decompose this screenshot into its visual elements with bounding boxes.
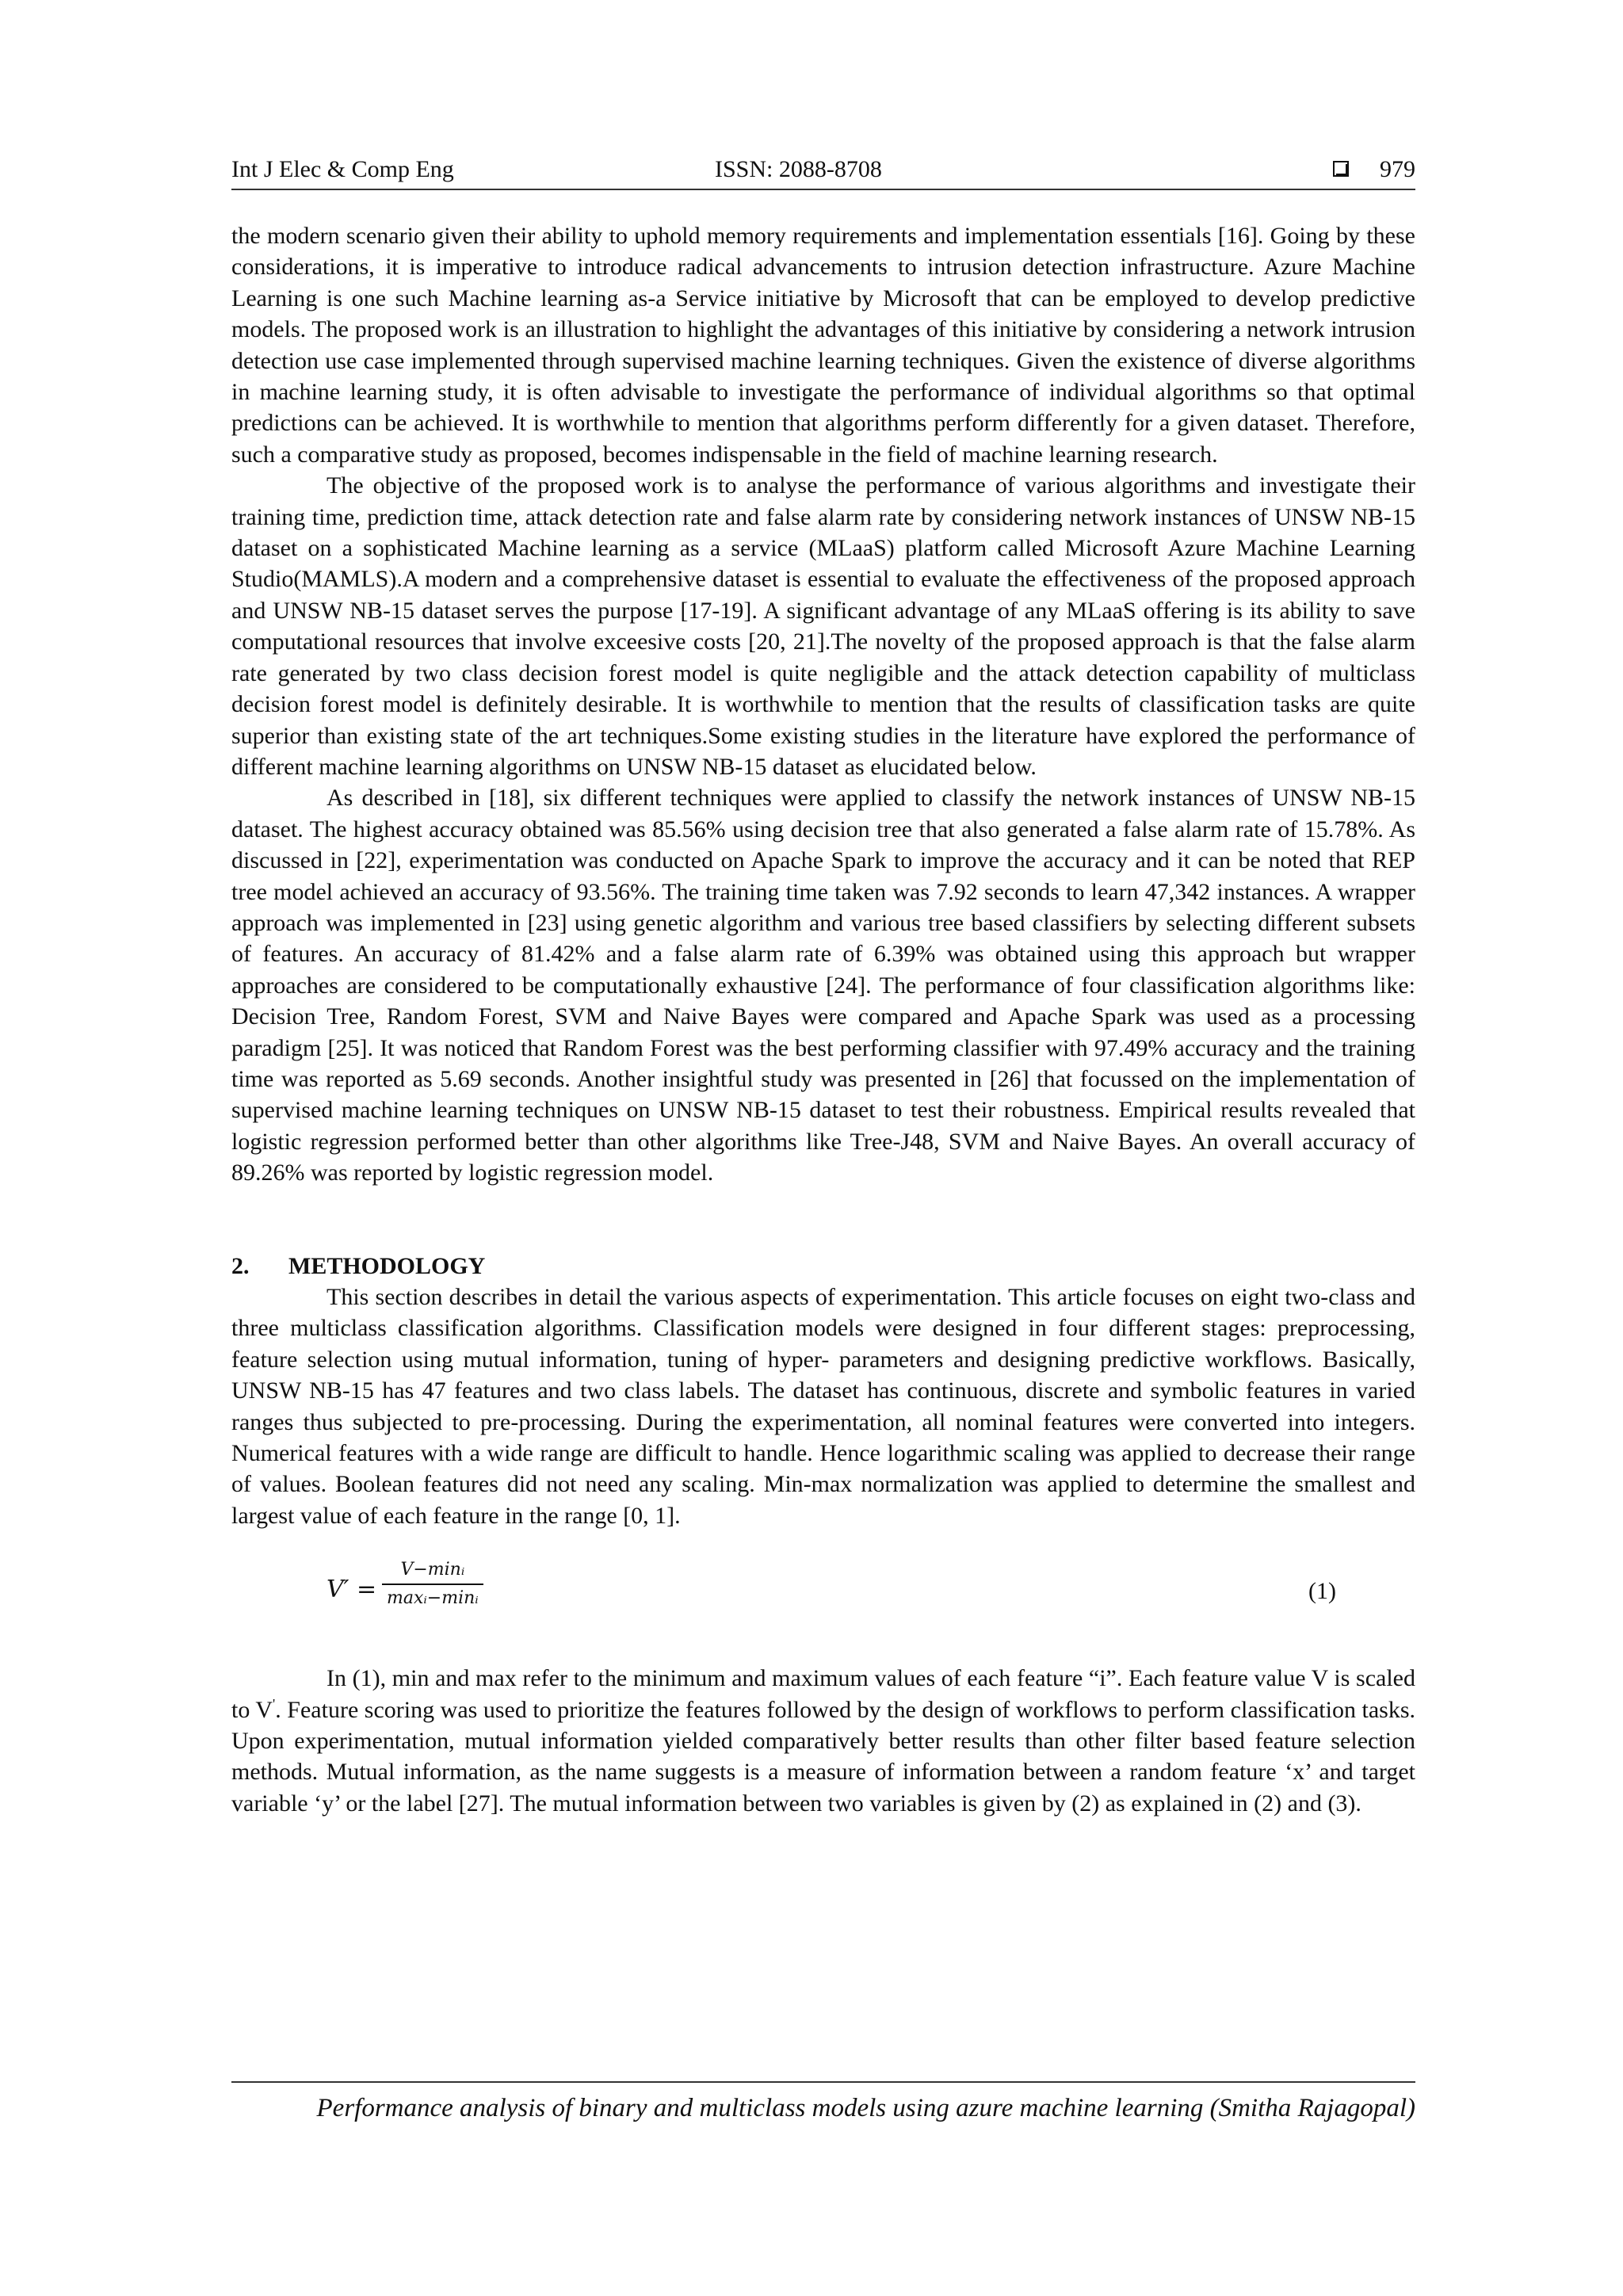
section-heading [231, 1251, 1415, 1282]
section-number: 2. [231, 1252, 250, 1279]
equation-denominator: maxᵢ−minᵢ [387, 1588, 479, 1609]
equation-fraction [382, 1558, 483, 1610]
body-text [231, 220, 1415, 1819]
prime-superscript: ' [273, 1695, 276, 1712]
paragraph-5 [231, 1663, 1415, 1819]
fraction-bar [382, 1584, 483, 1585]
paragraph-5-part-a: In (1), min and max refer to the minimum and maximum values of each feature “i”. Each feature value V is scaled to V [231, 1665, 1415, 1723]
running-header [231, 154, 1415, 190]
issn: ISSN: 2088-8708 [715, 156, 882, 182]
checkbox-icon [1333, 161, 1349, 177]
paragraph-1: the modern scenario given their ability to uphold memory requirements and implementation essentials [16]. Going by these considerations, it is imperative to introduce radical advancements to intrusion detection infrastructure. Azure Machine Learning is one such Machine learning as-a Service initiative by Microsoft that can be employed to develop predictive models. The proposed work is an illustration to highlight the advantages of this initiative by considering a network intrusion detection use case implemented through supervised machine learning techniques. Given the existence of diverse algorithms in machine learning study, it is often advisable to investigate the performance of individual algorithms so that optimal predictions can be achieved. It is worthwhile to mention that algorithms perform differently for a given dataset. Therefore, such a comparative study as proposed, becomes indispensable in the field of machine learning research. [231, 223, 1415, 468]
paragraph-2: The objective of the proposed work is to analyse the performance of various algorithms and investigate their training time, prediction time, attack detection rate and false alarm rate by considering network instances of UNSW NB-15 dataset on a sophisticated Machine learning as a service (MLaaS) platform called Microsoft Azure Machine Learning Studio(MAMLS).A modern and a comprehensive dataset is essential to evaluate the effectiveness of the proposed approach and UNSW NB-15 dataset serves the purpose [17-19]. A significant advantage of any MLaaS offering is its ability to save computational resources that involve exceesive costs [20, 21].The novelty of the proposed approach is that the false alarm rate generated by two class decision forest model is quite negligible and the attack detection capability of multiclass decision forest model is definitely desirable. It is worthwhile to mention that the results of classification tasks are quite superior than existing state of the art techniques.Some existing studies in the literature have explored the performance of different machine learning algorithms on UNSW NB-15 dataset as elucidated below. [231, 472, 1415, 780]
running-footer: Performance analysis of binary and multiclass models using azure machine learning (Smitha Rajagopal) [231, 2081, 1415, 2126]
equation-lhs: V′ = [327, 1576, 377, 1604]
paragraph-3: As described in [18], six different techniques were applied to classify the network instances of UNSW NB-15 dataset. The highest accuracy obtained was 85.56% using decision tree that also generated a false alarm rate of 15.78%. As discussed in [22], experimentation was conducted on Apache Spark to improve the accuracy and it can be noted that REP tree model achieved an accuracy of 93.56%. The training time taken was 7.92 seconds to learn 47,342 instances. A wrapper approach was implemented in [23] using genetic algorithm and various tree based classifiers by selecting different subsets of features. An accuracy of 81.42% and a false alarm rate of 6.39% was obtained using this approach but wrapper approaches are considered to be computationally exhaustive [24]. The performance of four classification algorithms like: Decision Tree, Random Forest, SVM and Naive Bayes were compared and Apache Spark was used as a processing paradigm [25]. It was noticed that Random Forest was the best performing classifier with 97.49% accuracy and the training time was reported as 5.69 seconds. Another insightful study was presented in [26] that focussed on the implementation of supervised machine learning techniques on UNSW NB-15 dataset to test their robustness. Empirical results revealed that logistic regression performed better than other algorithms like Tree-J48, SVM and Naive Bayes. An overall accuracy of 89.26% was reported by logistic regression model. [231, 785, 1415, 1186]
equation-number: (1) [1308, 1578, 1336, 1605]
equation-1 [231, 1552, 1415, 1639]
journal-name: Int J Elec & Comp Eng [231, 156, 454, 182]
page-number: 979 [1380, 156, 1415, 182]
equation-numerator: V−minᵢ [400, 1560, 465, 1580]
section-title: METHODOLOGY [288, 1252, 486, 1279]
paragraph-4: This section describes in detail the various aspects of experimentation. This article focuses on eight two-class and three multiclass classification algorithms. Classification models were designed in four different stages: preprocessing, feature selection using mutual information, tuning of hyper- parameters and designing predictive workflows. Basically, UNSW NB-15 has 47 features and two class labels. The dataset has continuous, discrete and symbolic features in varied ranges thus subjected to pre-processing. During the experimentation, all nominal features were converted into integers. Numerical features with a wide range are difficult to handle. Hence logarithmic scaling was applied to decrease their range of values. Boolean features did not need any scaling. Min-max normalization was applied to determine the smallest and largest value of each feature in the range [0, 1]. [231, 1284, 1415, 1529]
paragraph-5-part-b: . Feature scoring was used to prioritize the features followed by the design of workflows to perform classification tasks. Upon experimentation, mutual information yielded comparatively better results than other filter based feature selection methods. Mutual information, as the name suggests is a measure of information between a random feature ‘x’ and target variable ‘y’ or the label [27]. The mutual information between two variables is given by (2) as explained in (2) and (3). [231, 1696, 1415, 1817]
